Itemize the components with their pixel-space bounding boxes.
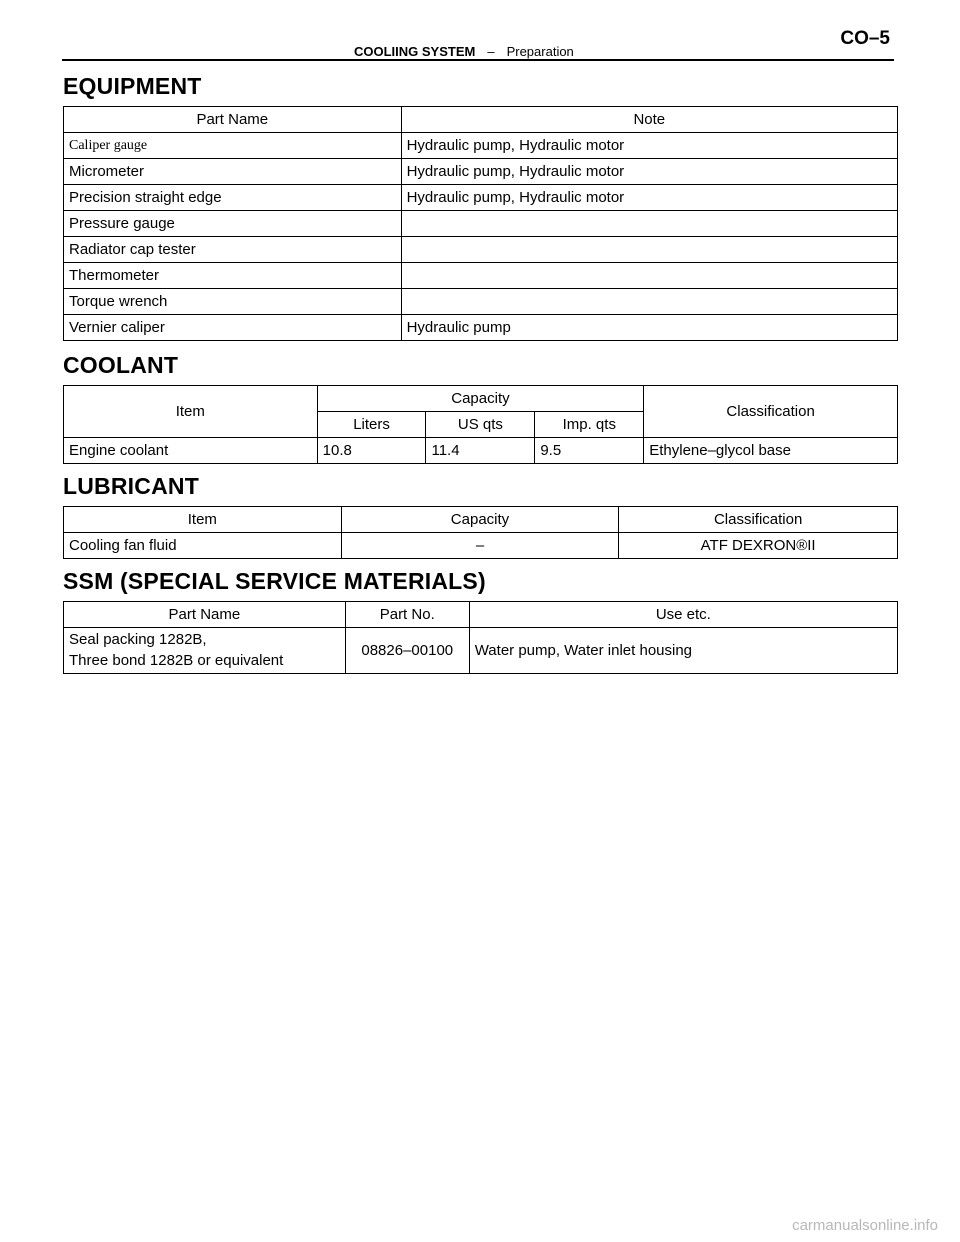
cell-imp-qts: 9.5 [535,438,644,464]
cell-use: Water pump, Water inlet housing [469,628,897,674]
header-section: Preparation [506,44,574,59]
column-header-part-name: Part Name [64,107,402,133]
cell-note: Hydraulic pump, Hydraulic motor [401,159,897,185]
header-running-title [354,44,574,59]
column-header-item: Item [64,507,342,533]
cell-part-no: 08826–00100 [345,628,469,674]
lubricant-table [63,506,898,559]
table-header-row [64,107,898,133]
cell-part-name: Torque wrench [64,289,402,315]
table-row [64,159,898,185]
cell-note: Hydraulic pump, Hydraulic motor [401,185,897,211]
column-header-capacity: Capacity [317,386,644,412]
cell-liters: 10.8 [317,438,426,464]
cell-note [401,237,897,263]
page-number: CO–5 [840,28,890,49]
table-row [64,237,898,263]
header-system: COOLIING SYSTEM [354,44,476,59]
column-header-use: Use etc. [469,602,897,628]
cell-note: Hydraulic pump, Hydraulic motor [401,133,897,159]
header-separator: – [487,44,495,59]
watermark-link[interactable]: carmanualsonline.info [792,1217,938,1234]
cell-part-name: Thermometer [64,263,402,289]
table-row [64,289,898,315]
table-row [64,628,898,674]
table-row [64,533,898,559]
cell-part-name [64,628,346,674]
table-header-row [64,602,898,628]
table-header-row [64,507,898,533]
table-row [64,133,898,159]
cell-classification: Ethylene–glycol base [644,438,898,464]
coolant-title: COOLANT [63,352,179,378]
cell-part-name: Vernier caliper [64,315,402,341]
lubricant-title: LUBRICANT [63,473,199,499]
column-header-us-qts: US qts [426,412,535,438]
table-row [64,263,898,289]
column-header-part-no: Part No. [345,602,469,628]
column-header-item: Item [64,386,318,438]
column-header-classification: Classification [619,507,898,533]
cell-part-name: Caliper gauge [64,133,402,159]
column-header-capacity: Capacity [341,507,619,533]
column-header-part-name: Part Name [64,602,346,628]
page-header [62,26,894,60]
table-row [64,438,898,464]
table-row [64,185,898,211]
part-name-line: Seal packing 1282B, [69,631,207,648]
part-name-line: Three bond 1282B or equivalent [69,652,284,669]
column-header-classification: Classification [644,386,898,438]
column-header-note: Note [401,107,897,133]
cell-classification: ATF DEXRON®II [619,533,898,559]
table-header-row [64,386,898,412]
coolant-table [63,385,898,464]
header-rule [62,59,894,61]
cell-part-name: Radiator cap tester [64,237,402,263]
ssm-title: SSM (SPECIAL SERVICE MATERIALS) [63,568,486,594]
cell-us-qts: 11.4 [426,438,535,464]
cell-item: Cooling fan fluid [64,533,342,559]
cell-note: Hydraulic pump [401,315,897,341]
cell-part-name: Pressure gauge [64,211,402,237]
table-row [64,211,898,237]
cell-note [401,263,897,289]
equipment-table [63,106,898,341]
cell-note [401,211,897,237]
equipment-title: EQUIPMENT [63,73,202,99]
cell-note [401,289,897,315]
cell-part-name: Micrometer [64,159,402,185]
ssm-table [63,601,898,674]
column-header-liters: Liters [317,412,426,438]
cell-part-name: Precision straight edge [64,185,402,211]
table-row [64,315,898,341]
cell-capacity: – [341,533,619,559]
column-header-imp-qts: Imp. qts [535,412,644,438]
cell-item: Engine coolant [64,438,318,464]
